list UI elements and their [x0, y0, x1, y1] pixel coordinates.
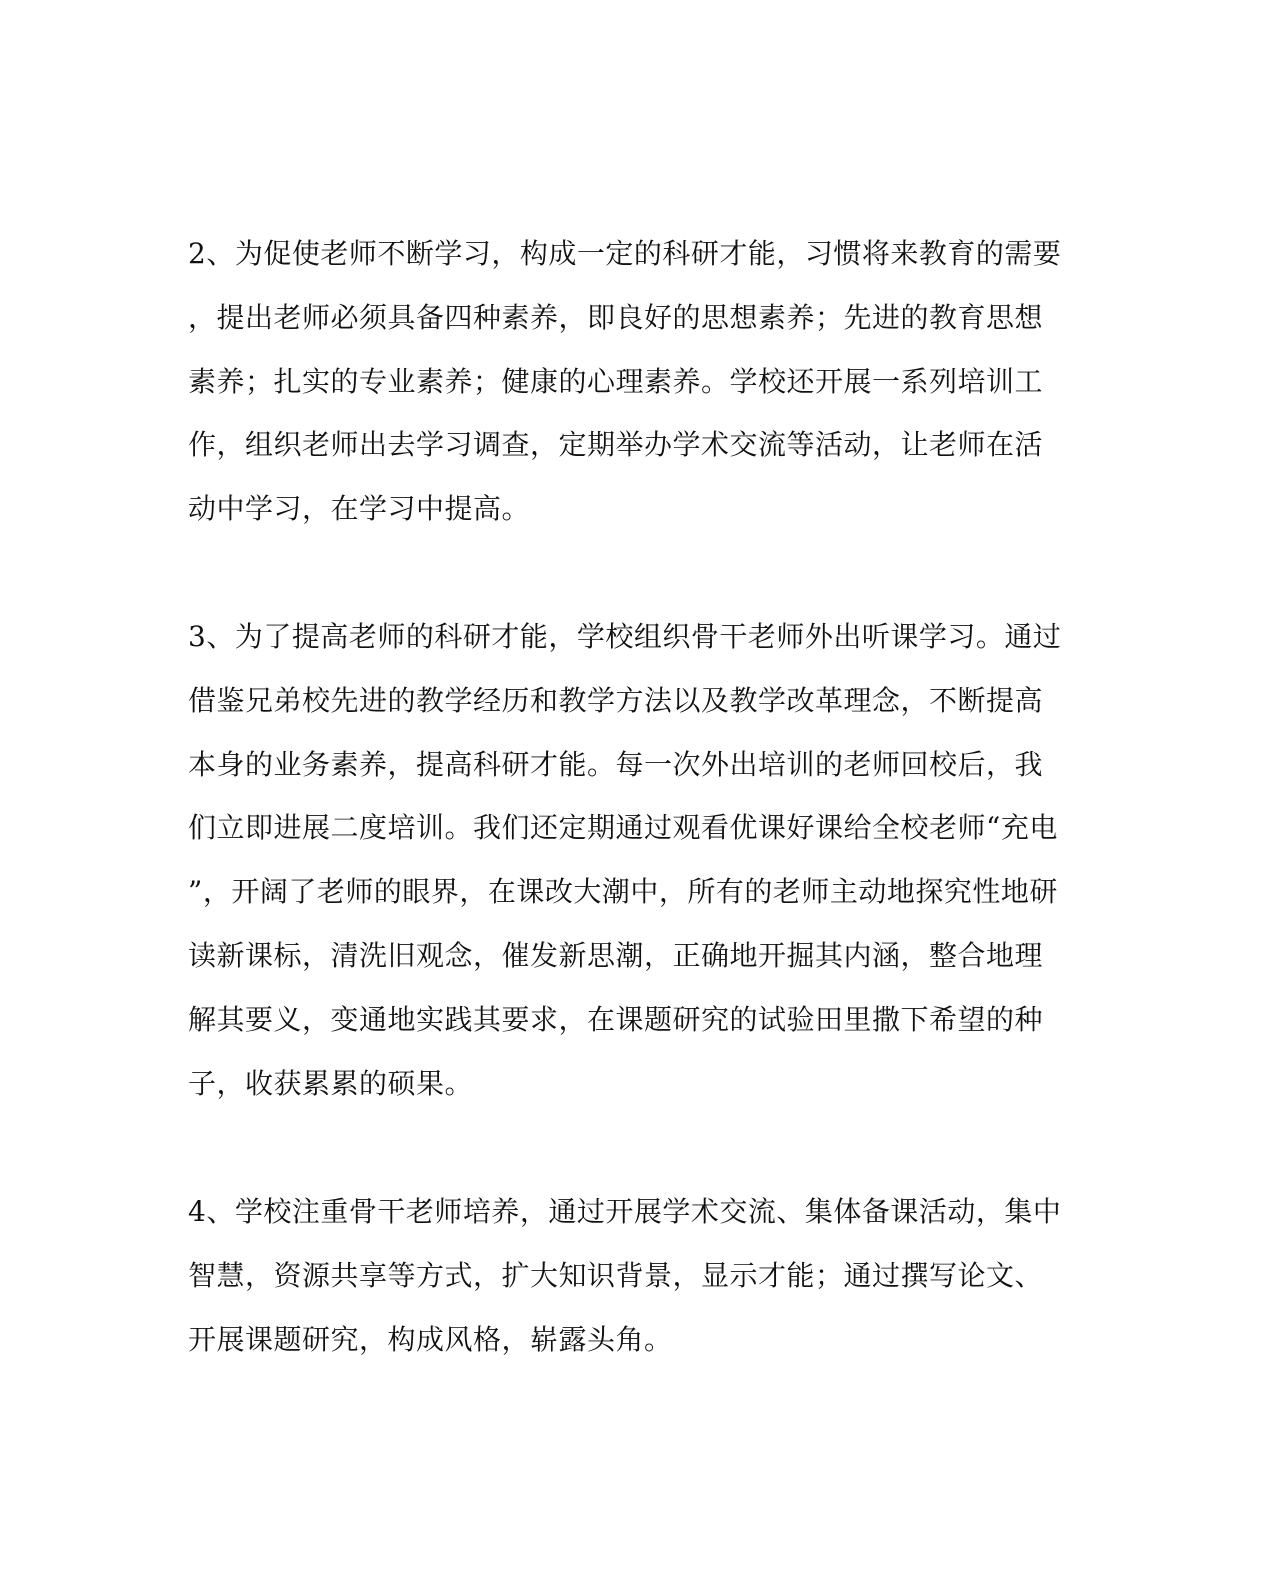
text-line: 们立即进展二度培训。我们还定期通过观看优课好课给全校老师“充电 [188, 811, 1058, 845]
text-line: 素养；扎实的专业素养；健康的心理素养。学校还开展一系列培训工 [188, 364, 1044, 398]
text-line: 本身的业务素养，提高科研才能。每一次外出培训的老师回校后，我 [188, 747, 1044, 781]
text-line: ”，开阔了老师的眼界，在课改大潮中，所有的老师主动地探究性地研 [188, 875, 1058, 909]
text-line: 智慧，资源共享等方式，扩大知识背景，显示才能；通过撰写论文、 [188, 1258, 1044, 1292]
text-line: 3、为了提高老师的科研才能，学校组织骨干老师外出听课学习。通过 [188, 620, 1062, 653]
text-line: 4、学校注重骨干老师培养，通过开展学术交流、集体备课活动，集中 [188, 1195, 1062, 1228]
paragraph-2 [188, 222, 1068, 541]
text-line: 子，收获累累的硕果。 [188, 1066, 474, 1100]
text-line: 读新课标，清洗旧观念，催发新思潮，正确地开掘其内涵，整合地理 [188, 938, 1044, 972]
text-line: ，提出老师必须具备四种素养，即良好的思想素养；先进的教育思想 [188, 300, 1044, 334]
text-line: 动中学习，在学习中提高。 [188, 492, 531, 526]
paragraph-4 [188, 1180, 1068, 1371]
text-line: 开展课题研究，构成风格，崭露头角。 [188, 1322, 673, 1356]
paragraph-3 [188, 605, 1068, 1115]
text-line: 解其要义，变通地实践其要求，在课题研究的试验田里撒下希望的种 [188, 1002, 1044, 1036]
text-line: 2、为促使老师不断学习，构成一定的科研才能，习惯将来教育的需要 [188, 237, 1062, 270]
text-line: 作，组织老师出去学习调查，定期举办学术交流等活动，让老师在活 [188, 428, 1044, 462]
text-line: 借鉴兄弟校先进的教学经历和教学方法以及教学改革理念，不断提高 [188, 683, 1044, 717]
